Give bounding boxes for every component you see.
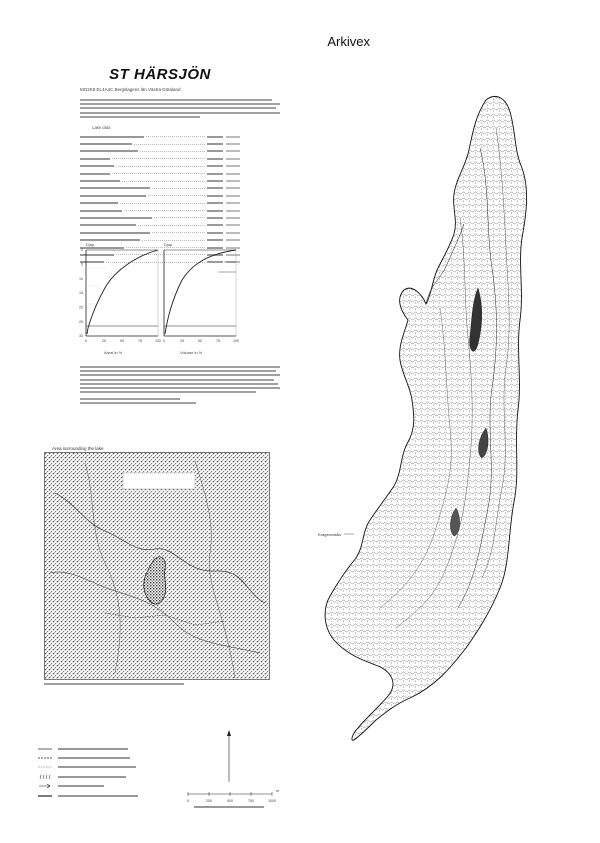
scale-and-north	[180, 730, 290, 814]
graph-y-tick-label: 20	[79, 305, 83, 310]
volume-depth-graph	[163, 242, 239, 355]
scale-tick-label: 500	[227, 799, 233, 803]
lake-identifier-line: MO2K8 EL4A4C Bergslagens län Västra Götaland	[80, 87, 181, 92]
stat-row	[80, 207, 240, 214]
stat-row	[80, 214, 240, 221]
legend-item	[38, 782, 188, 791]
north-arrow-icon	[227, 730, 231, 782]
graph-left-y-label: Djup	[86, 242, 95, 247]
graph-y-tick-label: 0	[81, 248, 83, 253]
scale-tick-label: 0	[187, 799, 189, 803]
description-paragraph	[80, 366, 280, 395]
lake-title: ST HÄRSJÖN	[109, 66, 211, 83]
legend-item	[38, 772, 188, 781]
lake-bathymetric-map	[300, 88, 540, 748]
stat-row	[80, 170, 240, 177]
map-legend	[38, 744, 188, 800]
legend-item	[38, 753, 188, 762]
graph-y-tick-label: 25	[79, 319, 83, 324]
scale-tick-label: 250	[206, 799, 212, 803]
scale-tick-label: 1000	[268, 799, 276, 803]
graph-x-tick-label: 0	[85, 339, 87, 343]
stat-row	[80, 163, 240, 170]
inset-caption	[44, 683, 244, 687]
depth-contour-line-icon	[38, 747, 52, 751]
legend-item	[38, 763, 188, 772]
graph-y-tick-label: 30	[79, 334, 83, 339]
legend-item	[38, 791, 188, 800]
graph-x-tick-label: 50	[198, 339, 202, 343]
stat-row	[80, 133, 240, 140]
brand-header: Arkivex	[327, 34, 370, 49]
graph-left-x-label: Areal in %	[104, 350, 123, 355]
scale-bar	[187, 788, 280, 808]
inset-map-graphic	[45, 453, 270, 680]
graph-right-x-label: Volume in %	[180, 350, 203, 355]
graph-right-y-label: Djup	[164, 242, 173, 247]
stream-arrow-icon	[38, 783, 52, 789]
stat-row	[80, 185, 240, 192]
intro-paragraph	[80, 99, 280, 120]
shore-outline-icon	[38, 794, 52, 798]
graph-x-tick-label: 0	[163, 339, 165, 343]
reed-area-icon	[38, 774, 52, 780]
graph-x-tick-label: 75	[138, 339, 142, 343]
dotted-boundary-icon	[38, 765, 52, 769]
graph-y-tick-label: 10	[79, 276, 83, 281]
graph-y-tick-label: 15	[79, 291, 83, 296]
graph-x-tick-label: 100	[233, 339, 239, 343]
legend-item	[38, 744, 188, 753]
scale-unit: m	[276, 788, 280, 793]
graph-x-tick-label: 25	[102, 339, 106, 343]
stats-heading: Lake data	[92, 125, 111, 130]
stat-row	[80, 148, 240, 155]
surrounding-area-map	[44, 452, 270, 680]
graph-x-tick-label: 100	[155, 339, 161, 343]
graph-y-tick-label: 5	[81, 262, 83, 267]
stat-row	[80, 155, 240, 162]
map-place-label: Kragerudsån	[318, 532, 341, 537]
lake-shoreline	[325, 96, 527, 740]
stat-row	[80, 222, 240, 229]
hypsographic-graphs	[76, 240, 246, 358]
stat-row	[80, 177, 240, 184]
graph-x-tick-label: 25	[180, 339, 184, 343]
scale-tick-label: 750	[248, 799, 254, 803]
stat-row	[80, 200, 240, 207]
dashed-contour-line-icon	[38, 756, 52, 760]
source-notes	[80, 398, 280, 406]
graph-x-tick-label: 50	[120, 339, 124, 343]
stat-row	[80, 192, 240, 199]
graph-x-tick-label: 75	[216, 339, 220, 343]
inset-map-title: Area surrounding the lake	[52, 446, 104, 451]
area-depth-graph	[79, 242, 161, 355]
stat-row	[80, 229, 240, 236]
stat-row	[80, 140, 240, 147]
